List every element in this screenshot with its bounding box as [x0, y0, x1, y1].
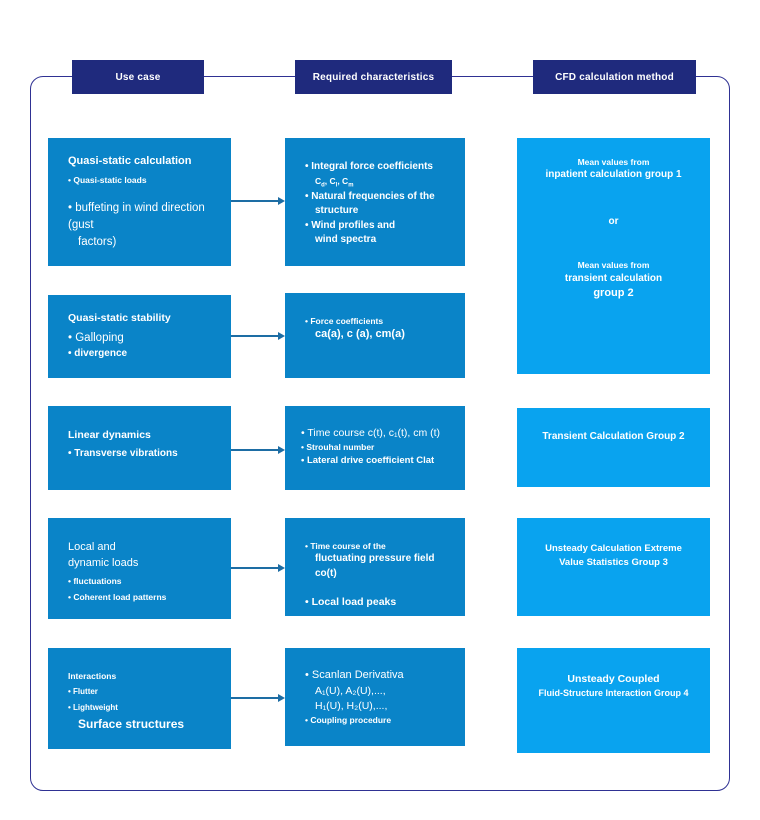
box-title: Linear dynamics [68, 429, 151, 441]
characteristics-box-3 [285, 406, 465, 490]
box-title: Quasi-static calculation [68, 155, 192, 167]
characteristics-box-2 [285, 293, 465, 378]
method-box-5 [517, 648, 710, 753]
bullet-item: • Scanlan Derivativa [305, 668, 451, 684]
box-subtitle: Surface structures [78, 716, 185, 731]
bullet-item: • Quasi-static loads [68, 174, 217, 186]
use-case-box-1 [48, 138, 231, 266]
column-header-required-characteristics: Required characteristics [295, 60, 452, 94]
method-text: Unsteady Calculation Extreme [545, 543, 682, 554]
method-text: Transient Calculation Group 2 [542, 431, 685, 442]
column-header-cfd-method: CFD calculation method [533, 60, 696, 94]
box-title: Interactions [68, 671, 117, 681]
bullet-item: • Time course c(t), c₁(t), cm (t) [301, 426, 451, 441]
bullet-item: • Time course of the [305, 540, 451, 552]
column-header-use-case: Use case [72, 60, 204, 94]
arrow-row-5 [231, 697, 279, 699]
method-text: Mean values from [577, 157, 650, 167]
bullet-item: • Wind profiles and [305, 219, 451, 234]
bullet-item: • buffeting in wind direction (gust [68, 200, 217, 233]
method-text: group 2 [593, 287, 634, 300]
arrow-row-3 [231, 449, 279, 451]
method-box-4 [517, 518, 710, 616]
use-case-box-4 [48, 518, 231, 619]
method-text: Mean values from [577, 260, 650, 271]
bullet-item-continuation: wind spectra [315, 234, 377, 246]
formula-text: A₁(U), A₂(U),..., [315, 684, 386, 697]
bullet-item: • Local load peaks [305, 595, 451, 610]
bullet-item-continuation: factors) [78, 235, 117, 248]
method-text: Fluid-Structure Interaction Group 4 [538, 688, 689, 699]
bullet-item: • Natural frequencies of the [305, 190, 451, 205]
use-case-box-5 [48, 648, 231, 749]
method-text-or: or [608, 215, 619, 227]
method-text: Unsteady Coupled [567, 673, 660, 685]
method-text: Value Statistics Group 3 [559, 556, 668, 568]
bullet-item: • Integral force coefficients [305, 160, 451, 175]
use-case-box-3 [48, 406, 231, 490]
bullet-item: • Strouhal number [301, 441, 451, 453]
bullet-item: • fluctuations [68, 575, 217, 587]
bullet-item: • Lateral drive coefficient Clat [301, 454, 451, 468]
method-box-3 [517, 408, 710, 487]
method-text: transient calculation [564, 272, 663, 284]
bullet-item: • divergence [68, 347, 217, 362]
arrow-row-1 [231, 200, 279, 202]
arrow-row-2 [231, 335, 279, 337]
box-title: Quasi-static stability [68, 312, 171, 324]
method-box-1 [517, 138, 710, 374]
formula-text: H₁(U), H₂(U),..., [315, 700, 388, 713]
formula-text: ca(a), c (a), cm(a) [315, 328, 405, 341]
characteristics-box-5 [285, 648, 465, 746]
bullet-item-continuation: structure [315, 205, 359, 217]
box-title: Local and [68, 541, 116, 553]
bullet-item: • Flutter [68, 686, 217, 698]
box-title: dynamic loads [68, 556, 139, 569]
bullet-item: • Coupling procedure [305, 714, 451, 726]
bullet-item: • Force coefficients [305, 315, 451, 327]
method-text: inpatient calculation group 1 [545, 169, 682, 181]
bullet-item: • Coherent load patterns [68, 591, 217, 603]
bullet-item-continuation: fluctuating pressure field co(t) [315, 553, 435, 579]
characteristics-box-4 [285, 518, 465, 616]
bullet-item: • Galloping [68, 330, 217, 347]
bullet-item: • Lightweight [68, 702, 217, 714]
use-case-box-2 [48, 295, 231, 378]
bullet-item: • Transverse vibrations [68, 447, 217, 462]
arrow-row-4 [231, 567, 279, 569]
formula-text: $C_d$, $C_l$, $C_m$ [315, 175, 354, 189]
characteristics-box-1 [285, 138, 465, 266]
